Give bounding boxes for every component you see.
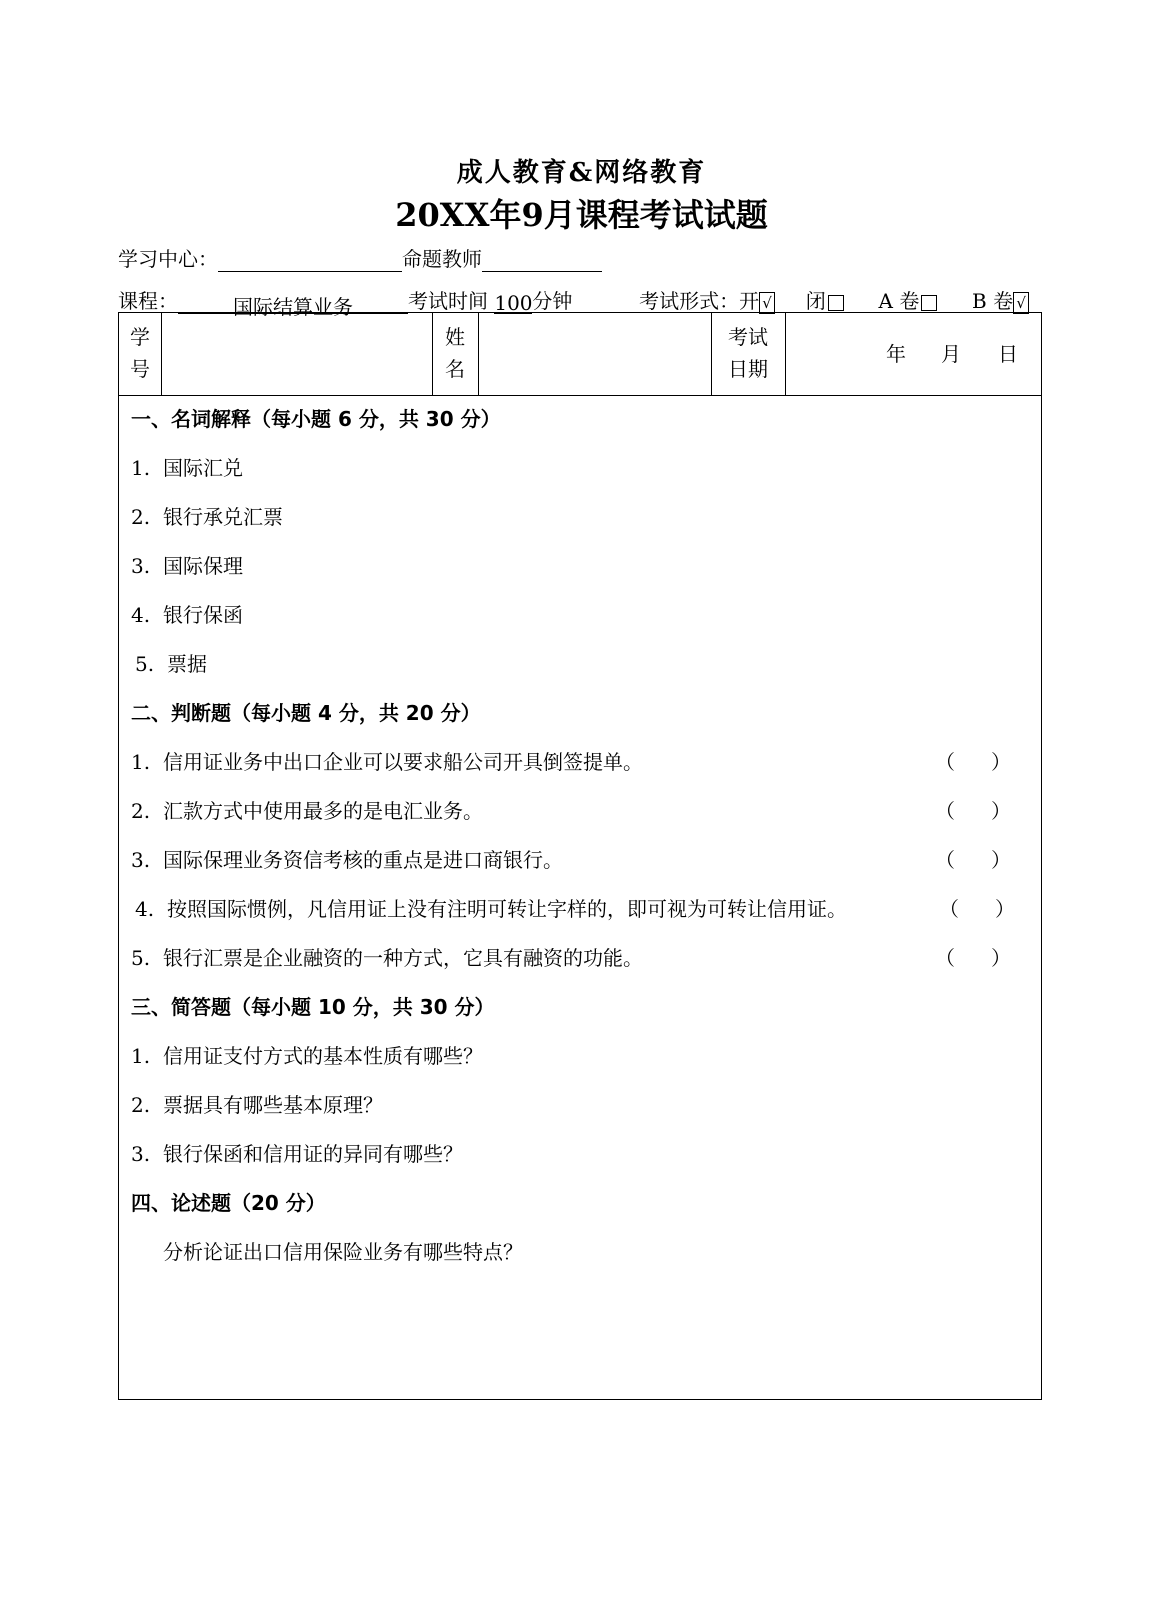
answer-parens[interactable]: （ ）: [935, 946, 1011, 970]
date-month: 月: [941, 342, 961, 366]
student-name-field[interactable]: [479, 313, 711, 395]
essay-question: 分析论证出口信用保险业务有哪些特点？: [163, 1240, 523, 1264]
s3-item: 3. 银行保函和信用证的异同有哪些？: [131, 1142, 463, 1166]
section-3-title: 三、简答题（每小题 10 分，共 30 分）: [131, 995, 495, 1019]
meta-line-2: [118, 285, 1029, 319]
answer-parens[interactable]: （ ）: [935, 848, 1011, 872]
a-paper-label: A 卷: [878, 289, 920, 313]
date-year: 年: [886, 342, 906, 366]
teacher-field[interactable]: [482, 249, 602, 272]
exam-time-label: 考试时间: [408, 289, 488, 313]
closed-label: 闭: [805, 289, 826, 313]
section-2-title: 二、判断题（每小题 4 分，共 20 分）: [131, 701, 481, 725]
course-label: 课程：: [118, 289, 178, 313]
exam-content: [131, 395, 1041, 1277]
open-checkbox[interactable]: √: [759, 292, 775, 314]
s3-item: 1. 信用证支付方式的基本性质有哪些？: [131, 1044, 483, 1068]
b-paper-label: B 卷: [972, 289, 1014, 313]
s1-item: 4. 银行保函: [131, 603, 243, 627]
section-4-title: 四、论述题（20 分）: [131, 1191, 326, 1215]
s1-item: 2. 银行承兑汇票: [131, 505, 283, 529]
s2-item: 3. 国际保理业务资信考核的重点是进口商银行。 （ ）: [131, 836, 1041, 885]
student-id-label: 学 号: [130, 325, 150, 381]
s1-item: 1. 国际汇兑: [131, 456, 243, 480]
answer-parens[interactable]: （ ）: [939, 897, 1015, 921]
s2-item: 4. 按照国际惯例，凡信用证上没有注明可转让字样的，即可视为可转让信用证。 （ ）: [131, 885, 1041, 934]
answer-parens[interactable]: （ ）: [935, 750, 1011, 774]
exam-title-institution: 成人教育&网络教育: [456, 158, 707, 188]
course-name: 国际结算业务: [178, 291, 408, 314]
meta-line-1: [118, 243, 602, 272]
s3-item: 2. 票据具有哪些基本原理？: [131, 1093, 383, 1117]
student-id-field[interactable]: [162, 313, 432, 395]
exam-title-main: 20XX年9月课程考试试题: [395, 196, 768, 234]
section-1-title: 一、名词解释（每小题 6 分，共 30 分）: [131, 407, 501, 431]
exam-time-unit: 分钟: [532, 289, 573, 313]
exam-time-value: 100: [494, 291, 533, 315]
date-day: 日: [998, 342, 1018, 366]
teacher-label: 命题教师: [402, 247, 482, 271]
student-name-label: 姓 名: [445, 325, 465, 381]
student-info-row: [119, 313, 1041, 396]
answer-parens[interactable]: （ ）: [935, 799, 1011, 823]
exam-frame: [118, 312, 1042, 1400]
learning-center-label: 学习中心：: [118, 247, 218, 271]
s2-item: 2. 汇款方式中使用最多的是电汇业务。 （ ）: [131, 787, 1041, 836]
a-paper-checkbox[interactable]: [921, 295, 937, 311]
s1-item: 3. 国际保理: [131, 554, 243, 578]
s1-item: 5. 票据: [135, 652, 207, 676]
s2-item: 5. 银行汇票是企业融资的一种方式，它具有融资的功能。 （ ）: [131, 934, 1041, 983]
exam-form-open-label: 考试形式：开: [639, 289, 760, 313]
exam-date-label: 考试 日期: [728, 325, 768, 381]
learning-center-field[interactable]: [218, 249, 402, 272]
s2-item: 1. 信用证业务中出口企业可以要求船公司开具倒签提单。 （ ）: [131, 738, 1041, 787]
closed-checkbox[interactable]: [828, 295, 844, 311]
b-paper-checkbox[interactable]: √: [1013, 292, 1029, 314]
